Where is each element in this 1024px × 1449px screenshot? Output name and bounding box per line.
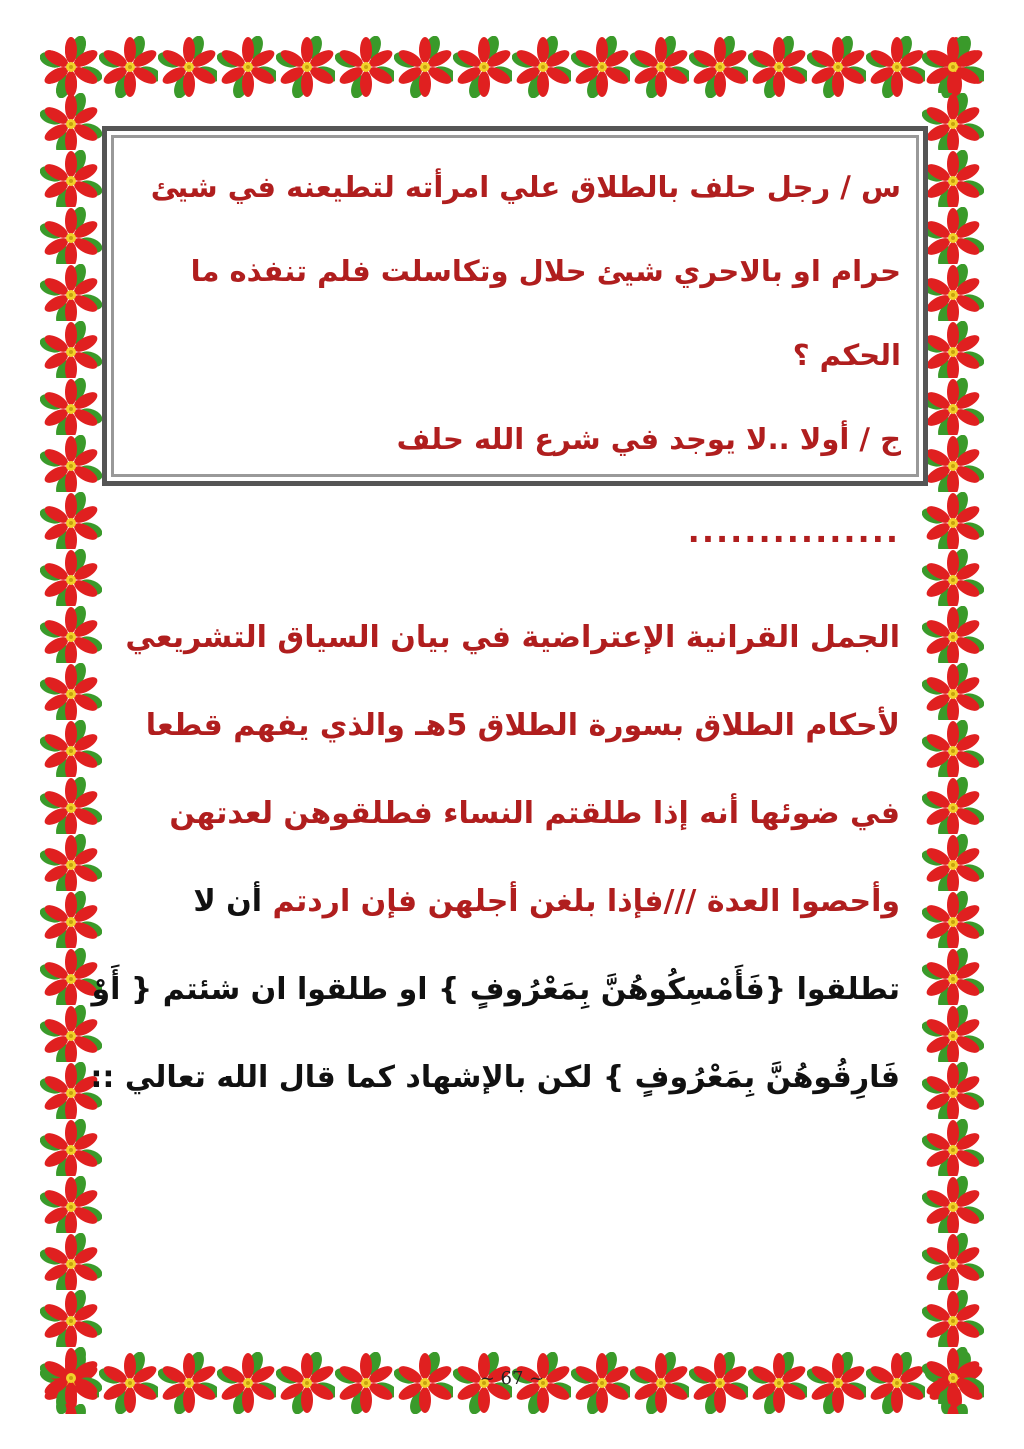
question-line-2: حرام او بالاحري شيئ حلال وتكاسلت فلم تنفذه ما [190,254,901,288]
body-line-1: الجمل القرانية الإعتراضية في بيان السياق التشريعي [125,620,900,655]
page-number: ~ 67 ~ [479,1368,545,1389]
poinsettia-flower-icon [40,36,984,98]
question-answer-text [125,145,901,481]
poinsettia-flower-icon [40,36,102,1414]
body-paragraph [90,594,900,1122]
poinsettia-flower-icon [922,36,984,1414]
border-right [922,36,984,1414]
body-line-2: لأحكام الطلاق بسورة الطلاق 5هـ والذي يفهم قطعا [145,708,900,743]
body-line-4-red: وأحصوا العدة ///فإذا بلغن أجلهن فإن اردتم [272,884,900,919]
dotted-separator: ............... [687,512,900,550]
answer-line: ج / أولا ..لا يوجد في شرع الله حلف [396,422,901,456]
body-line-6: فَارِقُوهُنَّ بِمَعْرُوفٍ } لكن بالإشهاد كما قال الله تعالي :: [90,1060,900,1095]
question-answer-box [102,126,928,486]
body-line-3: في ضوئها أنه إذا طلقتم النساء فطلقوهن لعدتهن [169,796,900,831]
body-line-4 [124,858,900,946]
body-line-4-black: أن لا [193,884,273,919]
question-line-3: الحكم ؟ [792,338,901,372]
body-line-5: تطلقوا {فَأَمْسِكُوهُنَّ بِمَعْرُوفٍ } او طلقوا ان شئتم { أَوْ [91,972,900,1007]
border-left [40,36,102,1414]
border-top [40,36,984,98]
question-line-1: س / رجل حلف بالطلاق علي امرأته لتطيعنه في شيئ [150,170,901,204]
